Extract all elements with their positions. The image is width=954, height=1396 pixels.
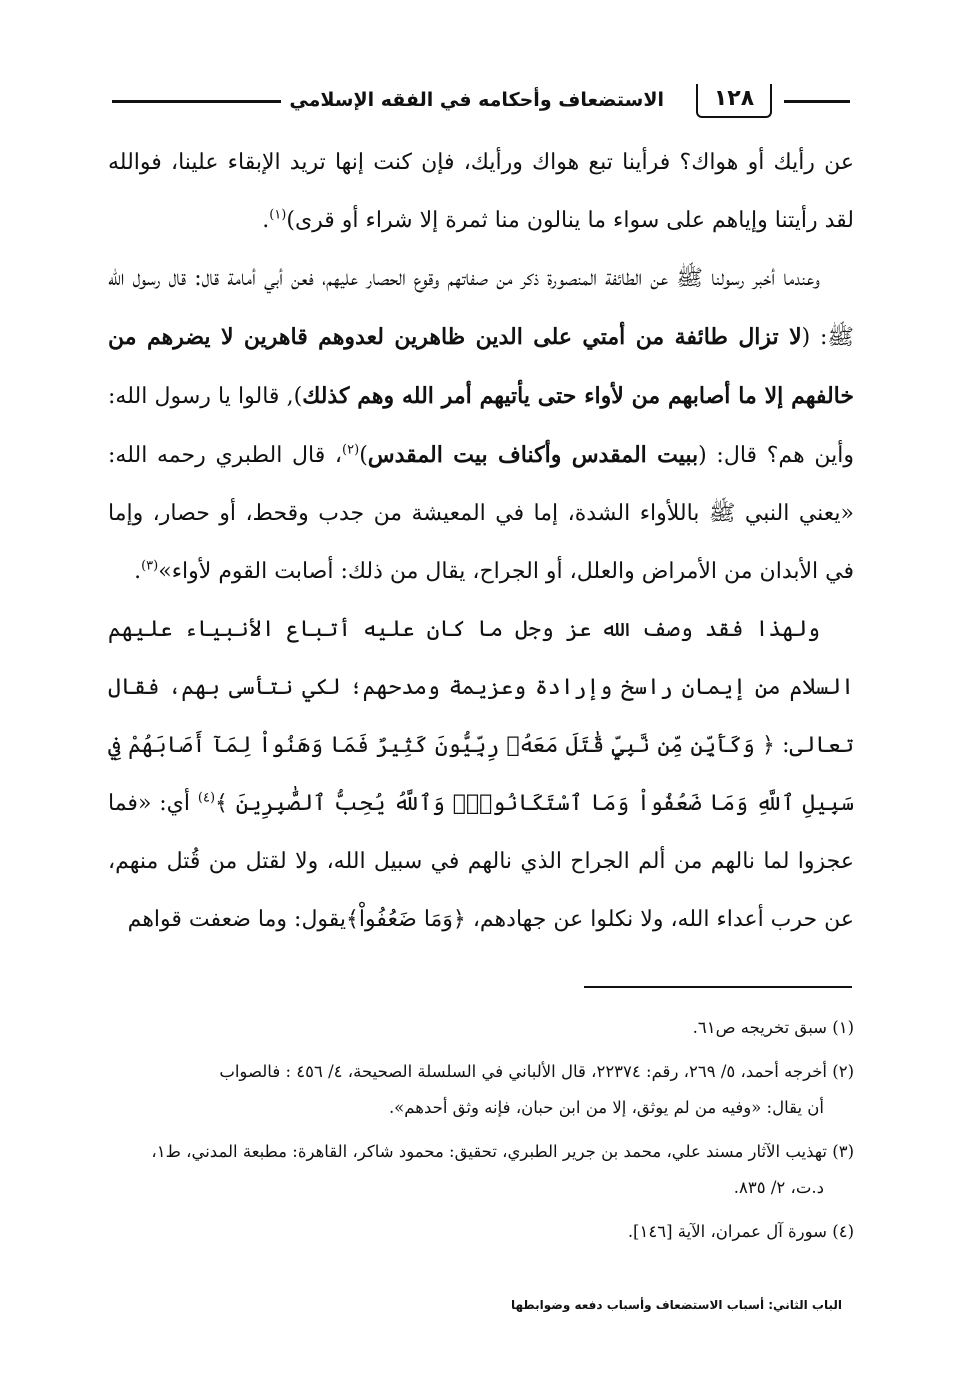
page-number: ١٢٨ (696, 84, 772, 118)
footnote-ref-4: (٤) (197, 790, 216, 806)
footnote-ref-3: (٣) (141, 558, 159, 574)
footnote-2: (٢) أخرجه أحمد، ٥/ ٢٦٩، رقم: ٢٢٣٧٤، قال الألباني في السلسلة الصحيحة، ٤/ ٤٥٦ : فالصواب (219, 1062, 854, 1081)
paragraph-1 (108, 134, 854, 250)
paragraph-1-end: . (262, 208, 270, 233)
paragraph-2-tabari: ، قال الطبري رحمه الله: «يعني النبي ﷺ باللأواء الشدة، إما في المعيشة من جدب وقحط، أو حصار، وإما في الأبدان من الأمراض والعلل، أو الجراح، يقال من ذلك: أصابت القوم لأواء» (108, 443, 854, 584)
hadith-answer: ببيت المقدس وأكناف بيت المقدس (367, 442, 699, 468)
page-footer: الباب الثاني: أسباب الاستضعاف وأسباب دفعه وضوابطها (510, 1298, 842, 1312)
running-title: الاستضعاف وأحكامه في الفقه الإسلامي (281, 85, 672, 115)
footnote-4: (٤) سورة آل عمران، الآية [١٤٦]. (627, 1222, 854, 1241)
footnote-3: (٣) تهذيب الآثار مسند علي، محمد بن جرير الطبري، تحقيق: محمود شاكر، القاهرة: مطبعة المدني، ط١، (151, 1142, 854, 1161)
hadith-text: لا تزال طائفة من أمتي على الدين ظاهرين لعدوهم قاهرين لا يضرهم من خالفهم إلا ما أصابهم من لأواء حتى يأتيهم أمر الله وهم كذلك (108, 324, 854, 409)
footnote-1: (١) سبق تخريجه ص٦١. (692, 1018, 854, 1037)
footnotes (108, 1010, 854, 1258)
header-rule-right (784, 100, 850, 103)
footnote-ref-1: (١) (269, 207, 287, 223)
footnote-separator (584, 986, 852, 988)
paragraph-1-text: عن رأيك أو هواك؟ فرأينا تبع هواك ورأيك، فإن كنت إنها تريد الإبقاء علينا، فوالله لقد رأيتنا وإياهم على سواء ما ينالون منا ثمرة إلا شراء أو قرى) (108, 150, 854, 233)
paragraph-3 (108, 601, 854, 949)
paragraph-3-tafsir: أي: «فما عجزوا لما نالهم من ألم الجراح الذي نالهم في سبيل الله، ولا لقتل من قُتل منهم، عن حرب أعداء الله، ولا نكلوا عن جهادهم، ﴿وَمَا ضَعُفُواْ﴾يقول: وما ضعفت قواهم (108, 791, 854, 932)
paragraph-2-question: ), قالوا يا رسول الله: وأين هم؟ قال: ( (108, 384, 854, 468)
paragraph-2-end: . (134, 559, 142, 584)
page-header (112, 78, 850, 122)
paragraph-3-verse: ولهذا فقد وصف الله عز وجل ما كان عليه أتباع الأنبياء عليهم السلام من إيمان راسخ وإرادة وعزيمة ومدحهم؛ لكي نتأسى بهم، فقال تعالى: ﴿ وَكَأَيِّن مِّن نَّبِيٍّ قَٰتَلَ مَعَهُۥ رِبِّيُّونَ كَثِيرٌ فَمَا وَهَنُواْ لِمَآ أَصَابَهُمْ فِي سَبِيلِ ٱللَّهِ وَمَا ضَعُفُواْ وَمَا ٱسْتَكَانُواْۗ وَٱللَّهُ يُحِبُّ ٱلصَّٰبِرِينَ ﴾ (108, 617, 854, 816)
paragraph-2 (108, 250, 854, 601)
footnote-2-continued: أن يقال: «وفيه من لم يوثق، إلا من ابن حبان، فإنه وثق أحدهم». (388, 1098, 824, 1117)
footnote-3-continued: د.ت، ٢/ ٨٣٥. (733, 1178, 824, 1197)
paragraph-2-close: ) (359, 443, 368, 468)
footnote-ref-2: (٢) (342, 442, 360, 458)
paragraph-2-intro: وعندما أخبر رسولنا ﷺ عن الطائفة المنصورة ذكر من صفاتهم وقوع الحصار عليهم، فعن أبي أمامة قال: قال رسول الله ﷺ: ( (108, 266, 854, 350)
main-text (108, 134, 854, 949)
